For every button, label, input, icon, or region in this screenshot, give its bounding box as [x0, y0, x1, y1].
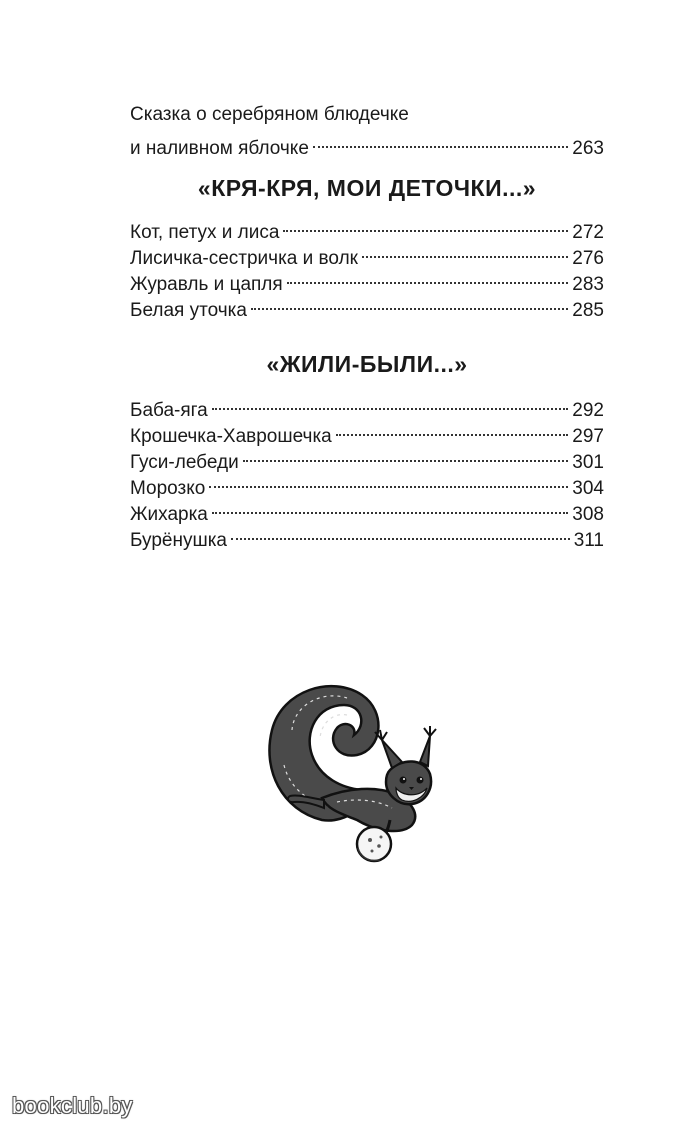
- leader-dots: [243, 442, 569, 468]
- toc-entry-page: 308: [572, 504, 604, 525]
- toc-entry-title: Морозко: [130, 478, 206, 499]
- toc-entry-title: Лисичка-сестричка и волк: [130, 248, 358, 269]
- toc-entry-title: Журавль и цапля: [130, 274, 283, 295]
- toc-entry-title: Жихарка: [130, 504, 208, 525]
- toc-entry: [130, 212, 604, 243]
- toc-entry: [130, 390, 604, 421]
- leader-dots: [313, 128, 568, 154]
- watermark: bookclub.by: [12, 1093, 133, 1118]
- toc-entry-title-line1: Сказка о серебряном блюдечке: [130, 104, 409, 125]
- leader-dots: [283, 212, 568, 238]
- toc-entry-title: Гуси-лебеди: [130, 452, 239, 473]
- leader-dots: [287, 264, 569, 290]
- toc-entry-title: Белая уточка: [130, 300, 247, 321]
- leader-dots: [212, 390, 569, 416]
- toc-entry-page: 297: [572, 426, 604, 447]
- toc-entry-page: 292: [572, 400, 604, 421]
- toc-entry-page: 301: [572, 452, 604, 473]
- squirrel-eye: [400, 777, 407, 784]
- section-entries: [130, 390, 604, 551]
- leader-dots: [212, 494, 568, 520]
- toc-entry-page: 285: [572, 300, 604, 321]
- toc-entry-page: 276: [572, 248, 604, 269]
- section-heading: «КРЯ-КРЯ, МОИ ДЕТОЧКИ...»: [197, 175, 537, 201]
- leader-dots: [362, 238, 568, 264]
- toc-entry-page: 263: [572, 138, 604, 159]
- toc-entry-title: Крошечка-Хаврошечка: [130, 426, 332, 447]
- toc-entry: [130, 128, 604, 159]
- toc-entry-title: Баба-яга: [130, 400, 208, 421]
- toc-entry-page: 311: [573, 530, 604, 551]
- toc-entry-page: 283: [572, 274, 604, 295]
- table-of-contents: [130, 102, 604, 551]
- toc-entry-page: 304: [572, 478, 604, 499]
- leader-dots: [231, 520, 570, 546]
- section-heading: «ЖИЛИ-БЫЛИ...»: [266, 351, 468, 377]
- leader-dots: [209, 468, 568, 494]
- leader-dots: [336, 416, 569, 442]
- toc-entry-multiline: [130, 102, 604, 159]
- squirrel-illustration: [262, 670, 452, 865]
- toc-entry-title: Бурёнушка: [130, 530, 228, 551]
- section-entries: [130, 212, 604, 321]
- leader-dots: [251, 290, 568, 316]
- toc-entry-page: 272: [572, 222, 604, 243]
- toc-entry-title-line2: и наливном яблочке: [130, 138, 309, 159]
- toc-entry-title: Кот, петух и лиса: [130, 222, 280, 243]
